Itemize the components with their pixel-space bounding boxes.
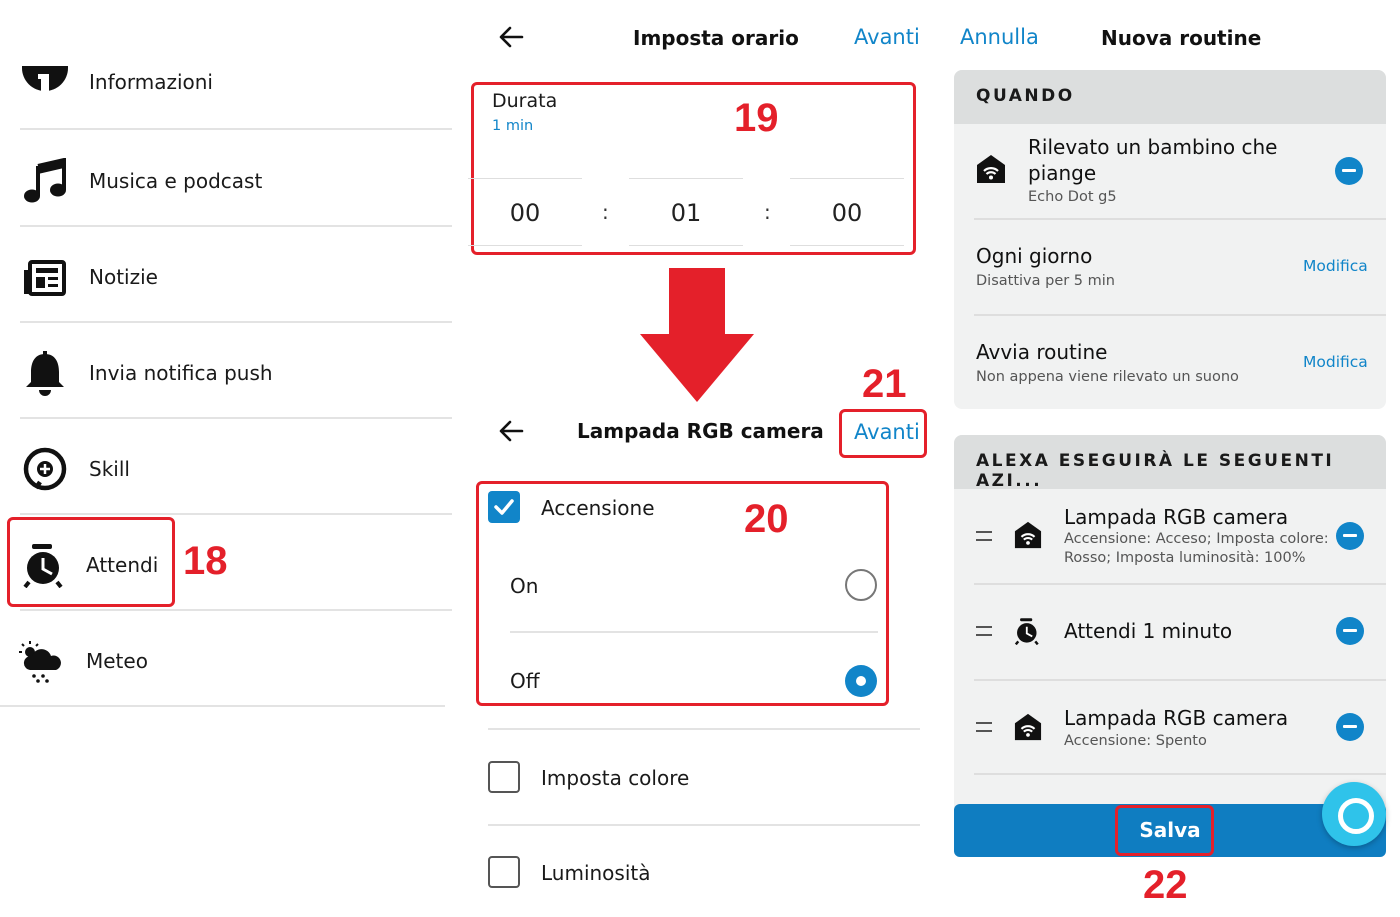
step-number-20: 20 bbox=[744, 497, 789, 541]
power-checkbox[interactable] bbox=[488, 491, 520, 523]
when-card bbox=[954, 70, 1386, 409]
list-item-skill[interactable] bbox=[20, 419, 452, 515]
bell-icon bbox=[22, 350, 68, 396]
next-button[interactable]: Avanti bbox=[854, 25, 920, 49]
option-on-radio[interactable] bbox=[845, 569, 877, 601]
weather-icon bbox=[16, 638, 62, 684]
power-label: Accensione bbox=[541, 496, 655, 520]
schedule-title: Ogni giorno bbox=[976, 244, 1093, 268]
action-sub: Accensione: Acceso; Imposta colore: Rosso; Imposta luminosità: 100% bbox=[1064, 531, 1329, 566]
hours-picker[interactable]: 00 bbox=[468, 178, 582, 246]
alarm-clock-icon bbox=[1014, 617, 1042, 645]
drag-handle[interactable] bbox=[976, 722, 992, 732]
set-time-panel bbox=[468, 0, 928, 917]
step-number-22: 22 bbox=[1143, 863, 1188, 907]
back-arrow-icon[interactable] bbox=[496, 22, 526, 52]
drag-handle[interactable] bbox=[976, 626, 992, 636]
action-title: Lampada RGB camera bbox=[1064, 505, 1289, 529]
skill-icon bbox=[22, 446, 68, 492]
remove-trigger-button[interactable] bbox=[1335, 157, 1363, 185]
step-number-21: 21 bbox=[862, 362, 907, 406]
start-sub: Non appena viene rilevato un suono bbox=[976, 369, 1239, 385]
save-button[interactable]: Salva bbox=[954, 804, 1386, 857]
start-title: Avvia routine bbox=[976, 340, 1108, 364]
down-arrow-icon bbox=[640, 268, 754, 402]
set-color-checkbox[interactable] bbox=[488, 761, 520, 793]
add-action-panel bbox=[0, 0, 465, 917]
list-item-meteo[interactable] bbox=[0, 611, 445, 707]
list-item-label: Attendi bbox=[86, 553, 159, 577]
duration-value: 1 min bbox=[492, 118, 534, 134]
remove-action-button[interactable] bbox=[1336, 522, 1364, 550]
divider bbox=[510, 631, 878, 633]
remove-action-button[interactable] bbox=[1336, 713, 1364, 741]
cancel-button[interactable]: Annulla bbox=[960, 25, 1039, 49]
time-separator: : bbox=[764, 200, 771, 224]
trigger-title: Rilevato un bambino che piange bbox=[1028, 135, 1278, 185]
echo-device-icon bbox=[1014, 713, 1042, 741]
divider bbox=[488, 728, 920, 730]
action-title: Lampada RGB camera bbox=[1064, 706, 1289, 730]
seconds-picker[interactable]: 00 bbox=[790, 178, 904, 246]
list-item-label: Musica e podcast bbox=[89, 169, 263, 193]
edit-start-link[interactable]: Modifica bbox=[1303, 353, 1368, 371]
when-header-label: QUANDO bbox=[976, 86, 1075, 106]
option-on-label: On bbox=[510, 574, 539, 598]
device-title: Lampada RGB camera bbox=[577, 419, 824, 443]
newspaper-icon bbox=[22, 254, 68, 300]
echo-device-icon bbox=[1014, 521, 1042, 549]
edit-schedule-link[interactable]: Modifica bbox=[1303, 257, 1368, 275]
alexa-button[interactable] bbox=[1322, 782, 1386, 846]
header-background bbox=[0, 0, 465, 66]
remove-action-button[interactable] bbox=[1336, 617, 1364, 645]
back-arrow-icon[interactable] bbox=[496, 416, 526, 446]
divider bbox=[488, 824, 920, 826]
list-item-label: Meteo bbox=[86, 649, 148, 673]
device-next-button[interactable]: Avanti bbox=[854, 420, 920, 444]
echo-device-icon bbox=[976, 154, 1006, 184]
list-item-label: Invia notifica push bbox=[89, 361, 273, 385]
option-off-radio[interactable] bbox=[845, 665, 877, 697]
list-item-notifica-push[interactable] bbox=[20, 323, 452, 419]
check-icon bbox=[488, 491, 520, 523]
duration-label: Durata bbox=[492, 90, 558, 112]
divider bbox=[974, 679, 1386, 681]
list-item-label: Skill bbox=[89, 457, 130, 481]
divider bbox=[974, 314, 1386, 316]
drag-handle[interactable] bbox=[976, 531, 992, 541]
minutes-picker[interactable]: 01 bbox=[629, 178, 743, 246]
divider bbox=[974, 218, 1386, 220]
time-separator: : bbox=[602, 200, 609, 224]
step-number-19: 19 bbox=[734, 96, 779, 140]
option-off-label: Off bbox=[510, 669, 540, 693]
music-note-icon bbox=[22, 158, 68, 204]
step-number-18: 18 bbox=[183, 539, 228, 583]
when-header bbox=[954, 70, 1386, 124]
list-item-label: Informazioni bbox=[89, 70, 213, 94]
page-title: Nuova routine bbox=[1101, 26, 1262, 50]
trigger-device: Echo Dot g5 bbox=[1028, 189, 1117, 205]
list-item-musica[interactable] bbox=[20, 131, 452, 227]
annotation-box-attendi bbox=[7, 517, 175, 607]
list-item-label: Notizie bbox=[89, 265, 158, 289]
brightness-checkbox[interactable] bbox=[488, 856, 520, 888]
actions-header bbox=[954, 435, 1386, 489]
divider bbox=[974, 773, 1386, 775]
page-title: Imposta orario bbox=[633, 26, 799, 50]
actions-header-label: ALEXA ESEGUIRÀ LE SEGUENTI AZI... bbox=[976, 451, 1335, 491]
set-color-label: Imposta colore bbox=[541, 766, 690, 790]
schedule-sub: Disattiva per 5 min bbox=[976, 273, 1115, 289]
action-title: Attendi 1 minuto bbox=[1064, 619, 1233, 643]
brightness-label: Luminosità bbox=[541, 861, 651, 885]
action-sub: Accensione: Spento bbox=[1064, 733, 1207, 749]
actions-card bbox=[954, 435, 1386, 835]
divider bbox=[974, 583, 1386, 585]
annotation-box-save bbox=[1115, 805, 1214, 856]
list-item-notizie[interactable] bbox=[20, 227, 452, 323]
